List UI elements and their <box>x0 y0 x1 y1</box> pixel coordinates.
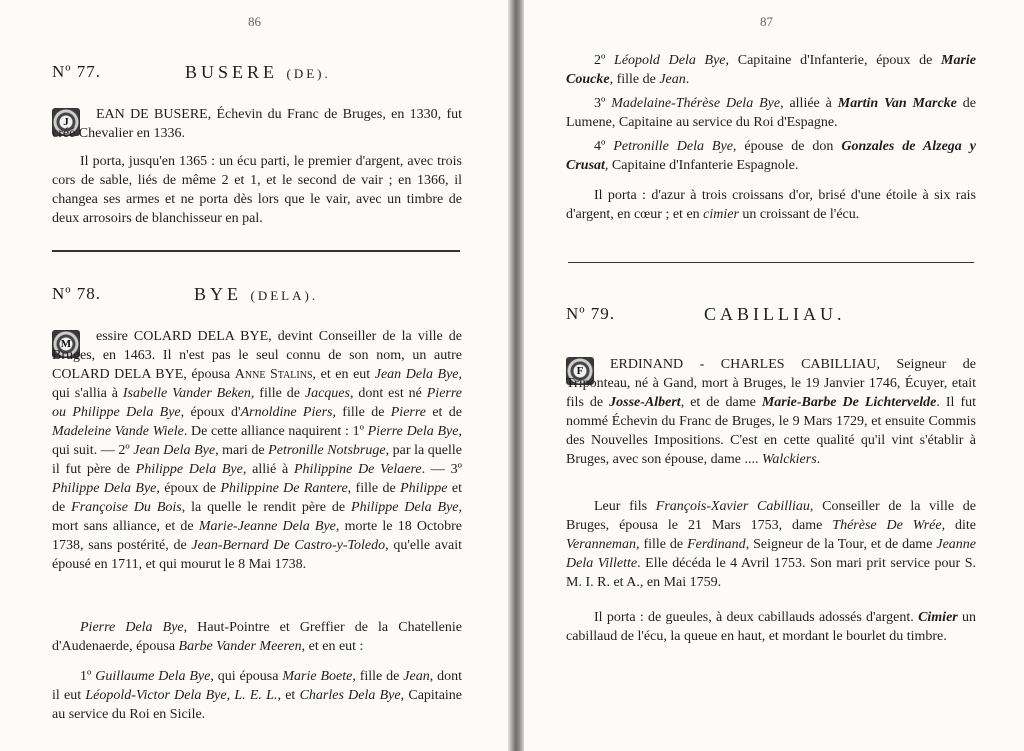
entry-title <box>194 284 318 305</box>
divider <box>568 262 974 263</box>
entry-paragraph: EAN DE BUSERE, Échevin du Franc de Bruges, en 1330, fut créé Chevalier en 1336. <box>52 107 462 141</box>
entry-paragraph: 1º Guillaume Dela Bye, qui épousa Marie Boete, fille de Jean, dont il eut Léopold-Victor Dela Bye, L. E. L., et Charles Dela Bye, Capitaine au service du Roi en Sicile. <box>52 669 463 722</box>
entry-paragraph: 2º Léopold Dela Bye, Capitaine d'Infanterie, époux de Marie Coucke, fille de Jean. <box>566 53 977 87</box>
entry-paragraph: essire COLARD DELA BYE, devint Conseiller de la ville de Bruges, en 1463. Il n'est pas le seul connu de son nom, un autre COLARD DELA BYE, épousa Anne Stalins, et en eut Jean Dela Bye, qui s'allia à Isabelle Vander Beken, fille de Jacques, dont est né Pierre ou Philippe Dela Bye, époux d'Arnoldine Piers, fille de Pierre et de Madeleine Vande Wiele. De cette alliance naquirent : 1º Pierre Dela Bye, qui suit. — 2º Jean Dela Bye, mari de Petronille Notsbruge, par la quelle il fut père de Philippe Dela Bye, allié à Philippine De Velaere. — 3º Philippe Dela Bye, époux de Philippine De Rantere, fille de Philippe et de Françoise Du Bois, la quelle le rendit père de Philippe Dela Bye, mort sans alliance, et de Marie-Jeanne Dela Bye, morte le 18 Octobre 1738, sans postérité, de Jean-Bernard De Castro-y-Toledo, qu'elle avait épousé en 1711, et qui mourut le 8 Mai 1738. <box>52 329 463 572</box>
family-name: BYE <box>194 284 242 304</box>
arms-paragraph: Il porta : de gueules, à deux cabillauds adossés d'argent. Cimier un cabillaud de l'écu, la queue en haut, et mordant le bourlet du timbre. <box>566 610 976 644</box>
entry-number: Nº 77. <box>52 62 102 81</box>
dropcap-ornament: J <box>52 108 80 136</box>
arms-paragraph: Il porta, jusqu'en 1365 : un écu parti, le premier d'argent, avec trois cors de sable, liés de même 2 et 1, et le second de vair ; en 1366, il changea ses armes et ne porta dès lors que le vair, avec un timbre de deux arrosoirs de blanchisseur en pal. <box>52 154 462 226</box>
right-page <box>524 0 1024 751</box>
entry-paragraph: ERDINAND - CHARLES CABILLIAU, Seigneur de Triponteau, né à Gand, mort à Bruges, le 19 Janvier 1746, Écuyer, etait fils de Josse-Albert, et de dame Marie-Barbe De Lichtervelde. Il fut nommé Échevin du Franc de Bruges, le 9 Mars 1729, et ensuite Commis des Nouvelles Impositions. C'est en cette qualité qu'il vint s'établir à Bruges, avec son épouse, dame .... Walckiers. <box>566 357 977 467</box>
entry-number: Nº 78. <box>52 284 102 303</box>
page-number: 86 <box>248 14 261 29</box>
entry-paragraph: Pierre Dela Bye, Haut-Pointre et Greffier de la Chatellenie d'Audenaerde, épousa Barbe Vander Meeren, et en eut : <box>52 620 462 654</box>
entry-number: Nº 79. <box>566 304 616 323</box>
entry-paragraph: 4º Petronille Dela Bye, épouse de don Gonzales de Alzega y Crusat, Capitaine d'Infanterie Espagnole. <box>566 139 976 173</box>
dropcap-ornament: F <box>566 357 594 385</box>
family-particle: (DELA). <box>250 288 319 303</box>
entry-title <box>704 304 846 325</box>
family-name: BUSERE <box>185 62 279 82</box>
page-number: 87 <box>760 14 773 29</box>
family-name: CABILLIAU. <box>704 304 846 324</box>
divider <box>52 250 460 252</box>
arms-paragraph: Il porta : d'azur à trois croissans d'or, brisé d'une étoile à six rais d'argent, en cœur ; et en cimier un croissant de l'écu. <box>566 188 976 222</box>
entry-paragraph: 3º Madelaine-Thérèse Dela Bye, alliée à Martin Van Marcke de Lumene, Capitaine au service du Roi d'Espagne. <box>566 96 976 130</box>
left-page <box>0 0 508 751</box>
entry-paragraph: Leur fils François-Xavier Cabilliau, Conseiller de la ville de Bruges, épousa le 21 Mars 1753, dame Thérèse De Wrée, dite Veranneman, fille de Ferdinand, Seigneur de la Tour, et de dame Jeanne Dela Villette. Elle décéda le 4 Avril 1753. Son mari prit service pour S. M. I. R. et A., en Mai 1759. <box>566 499 977 590</box>
dropcap-ornament: M <box>52 330 80 358</box>
entry-title <box>185 62 331 83</box>
book-gutter <box>508 0 524 751</box>
family-particle: (DE). <box>286 66 331 81</box>
